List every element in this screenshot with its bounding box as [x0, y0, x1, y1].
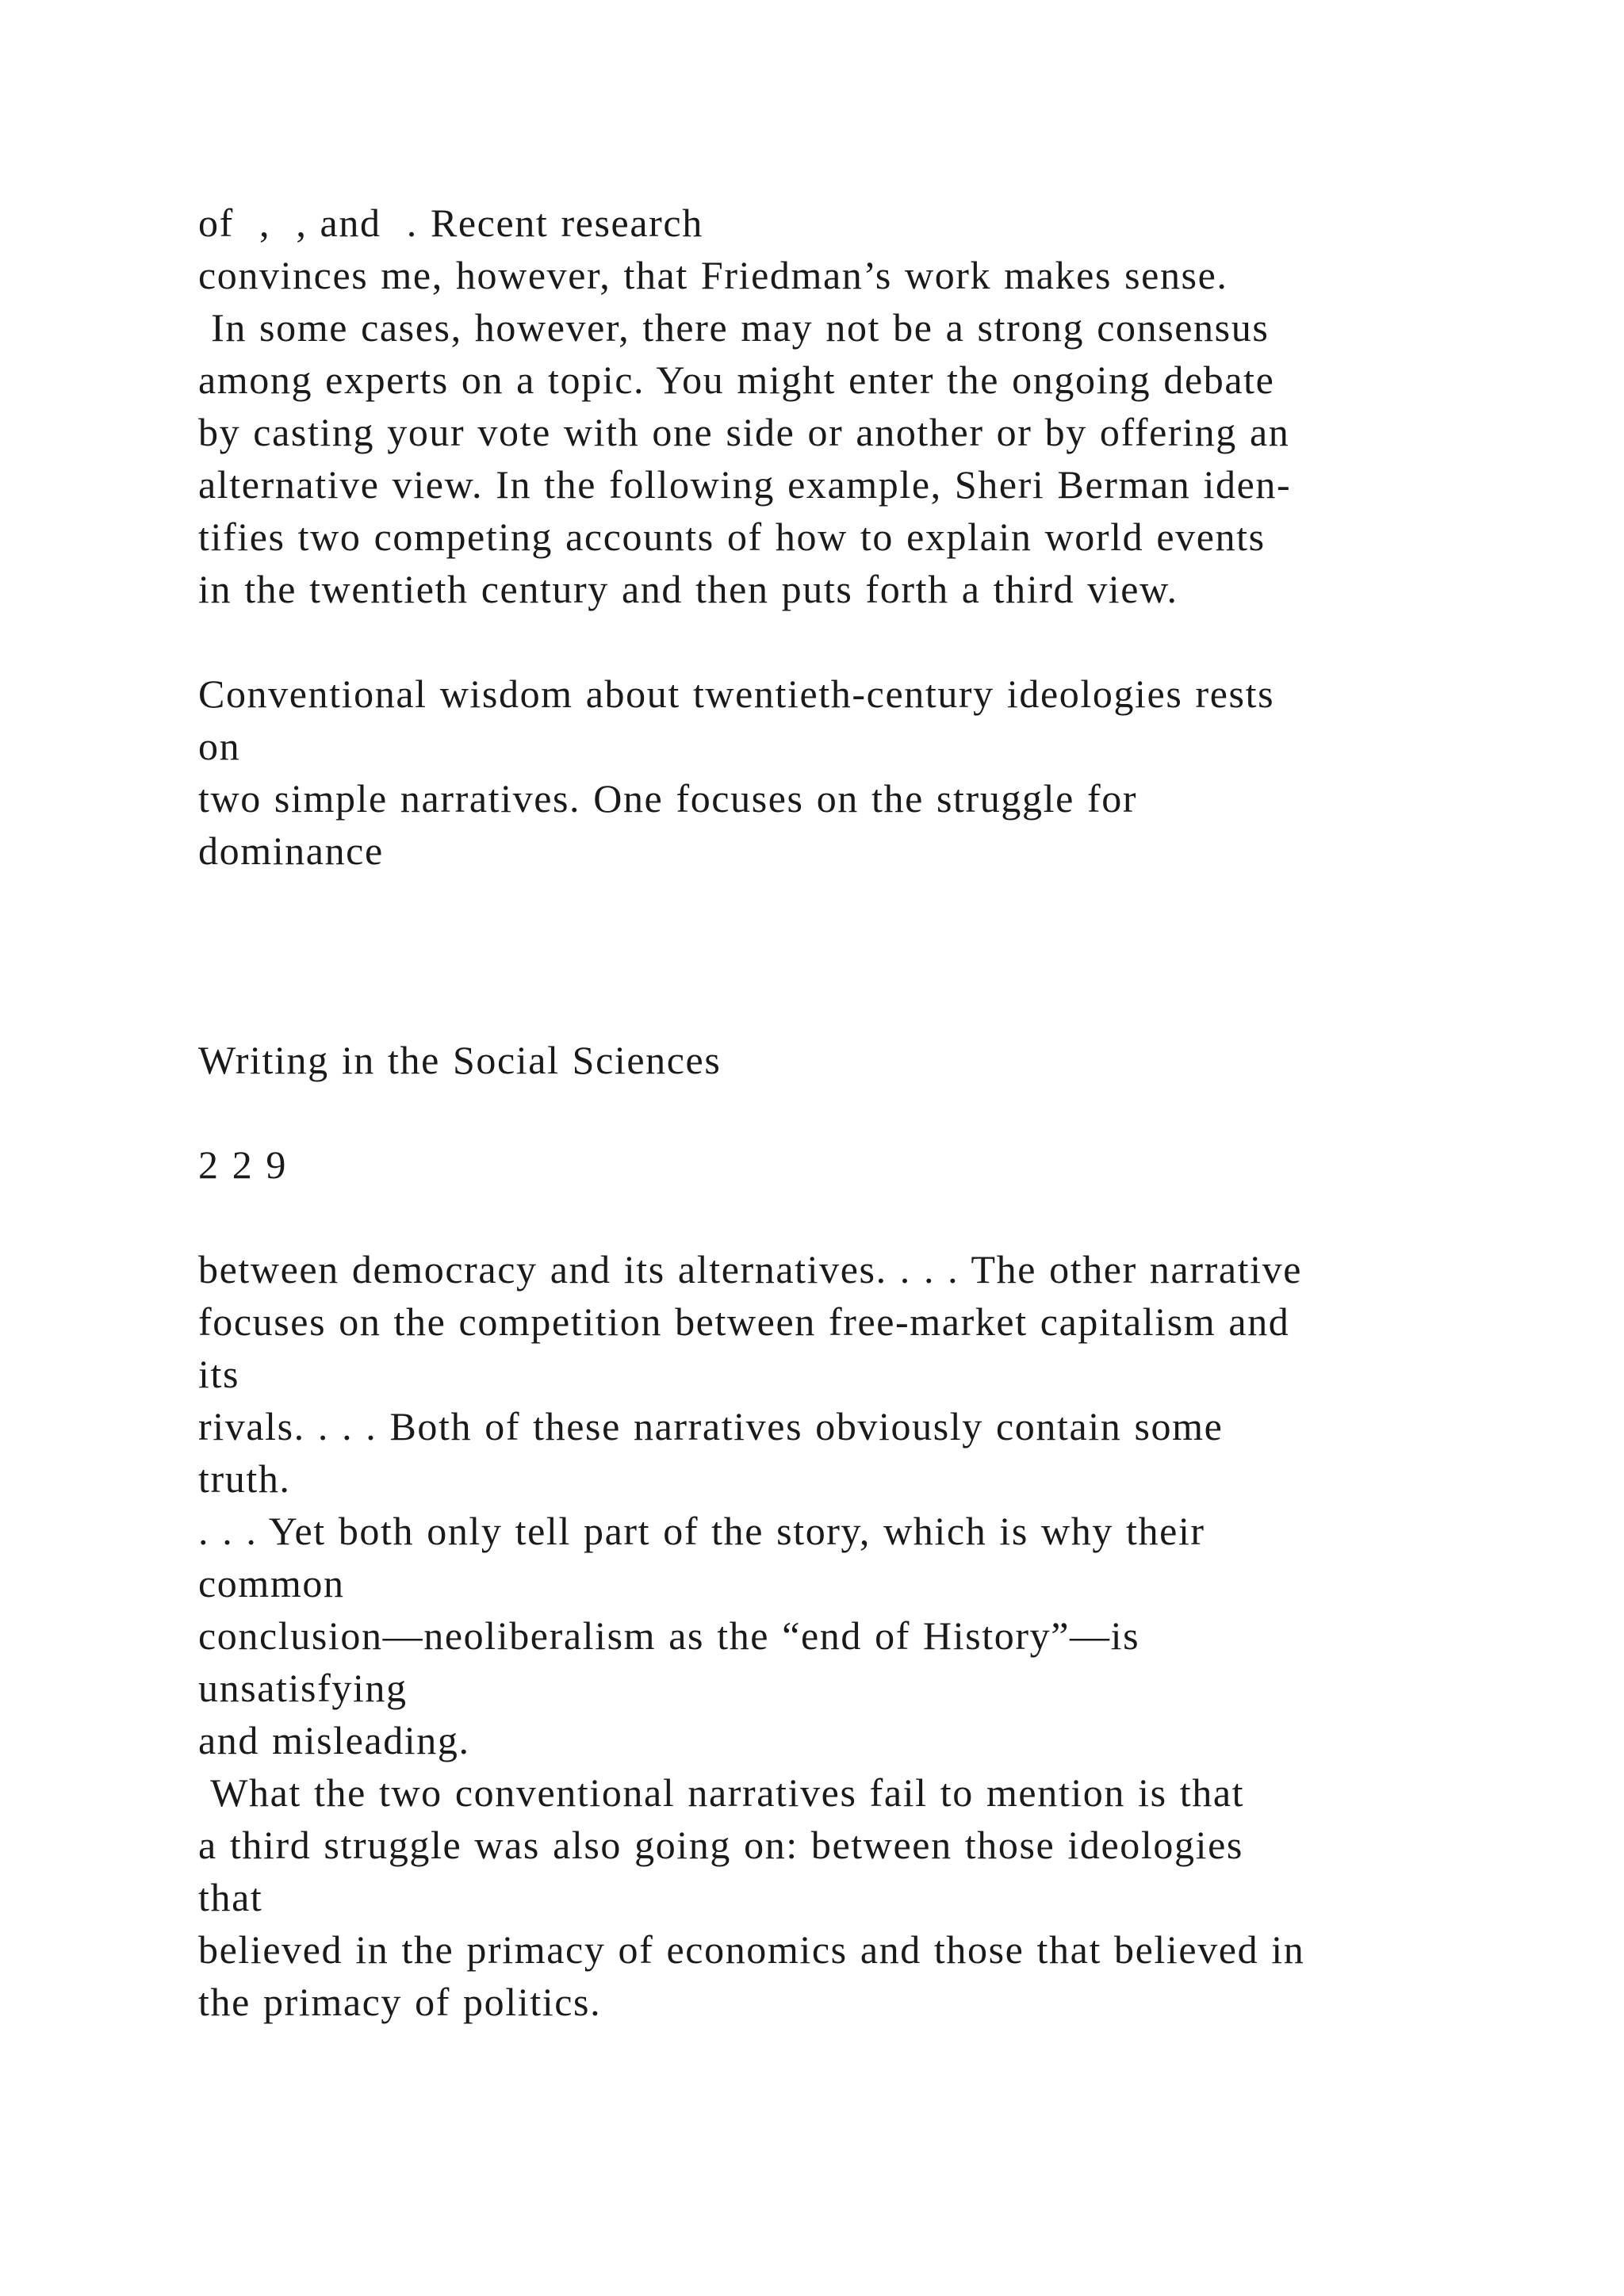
text-line: tifies two competing accounts of how to explain world events [198, 515, 1266, 559]
text-line: truth. [198, 1456, 291, 1501]
text-line: In some cases, however, there may not be a strong consensus [198, 305, 1270, 350]
text-line: its [198, 1352, 240, 1396]
text-line: common [198, 1561, 345, 1605]
text-line: conclusion—neoliberalism as the “end of History”—is [198, 1613, 1140, 1658]
text-line: the primacy of politics. [198, 1980, 602, 2024]
running-header: Writing in the Social Sciences [198, 1038, 722, 1082]
page-number: 2 2 9 [198, 1142, 287, 1187]
text-line: What the two conventional narratives fail to mention is that [198, 1770, 1245, 1815]
text-line: and misleading. [198, 1718, 470, 1762]
text-line: among experts on a topic. You might enter the ongoing debate [198, 358, 1275, 402]
text-line: on [198, 724, 241, 768]
text-line: a third struggle was also going on: between those ideologies [198, 1823, 1243, 1867]
text-line: by casting your vote with one side or another or by offering an [198, 410, 1290, 454]
text-line: . . . Yet both only tell part of the story, which is why their [198, 1509, 1205, 1553]
text-line: alternative view. In the following example, Sheri Berman iden- [198, 462, 1292, 507]
text-line: unsatisfying [198, 1666, 408, 1710]
text-line: in the twentieth century and then puts forth a third view. [198, 567, 1178, 611]
text-line: two simple narratives. One focuses on the struggle for [198, 776, 1138, 821]
text-line: Conventional wisdom about twentieth-century ideologies rests [198, 672, 1275, 716]
text-line: believed in the primacy of economics and those that believed in [198, 1927, 1305, 1972]
text-line: rivals. . . . Both of these narratives obviously contain some [198, 1404, 1224, 1448]
text-line: of , , and . Recent research [198, 201, 703, 245]
text-line: focuses on the competition between free-market capitalism and [198, 1299, 1290, 1344]
text-line: that [198, 1875, 263, 1919]
text-line: between democracy and its alternatives. . . . The other narrative [198, 1247, 1302, 1292]
text-line: dominance [198, 828, 384, 873]
text-line: convinces me, however, that Friedman’s work makes sense. [198, 253, 1228, 297]
